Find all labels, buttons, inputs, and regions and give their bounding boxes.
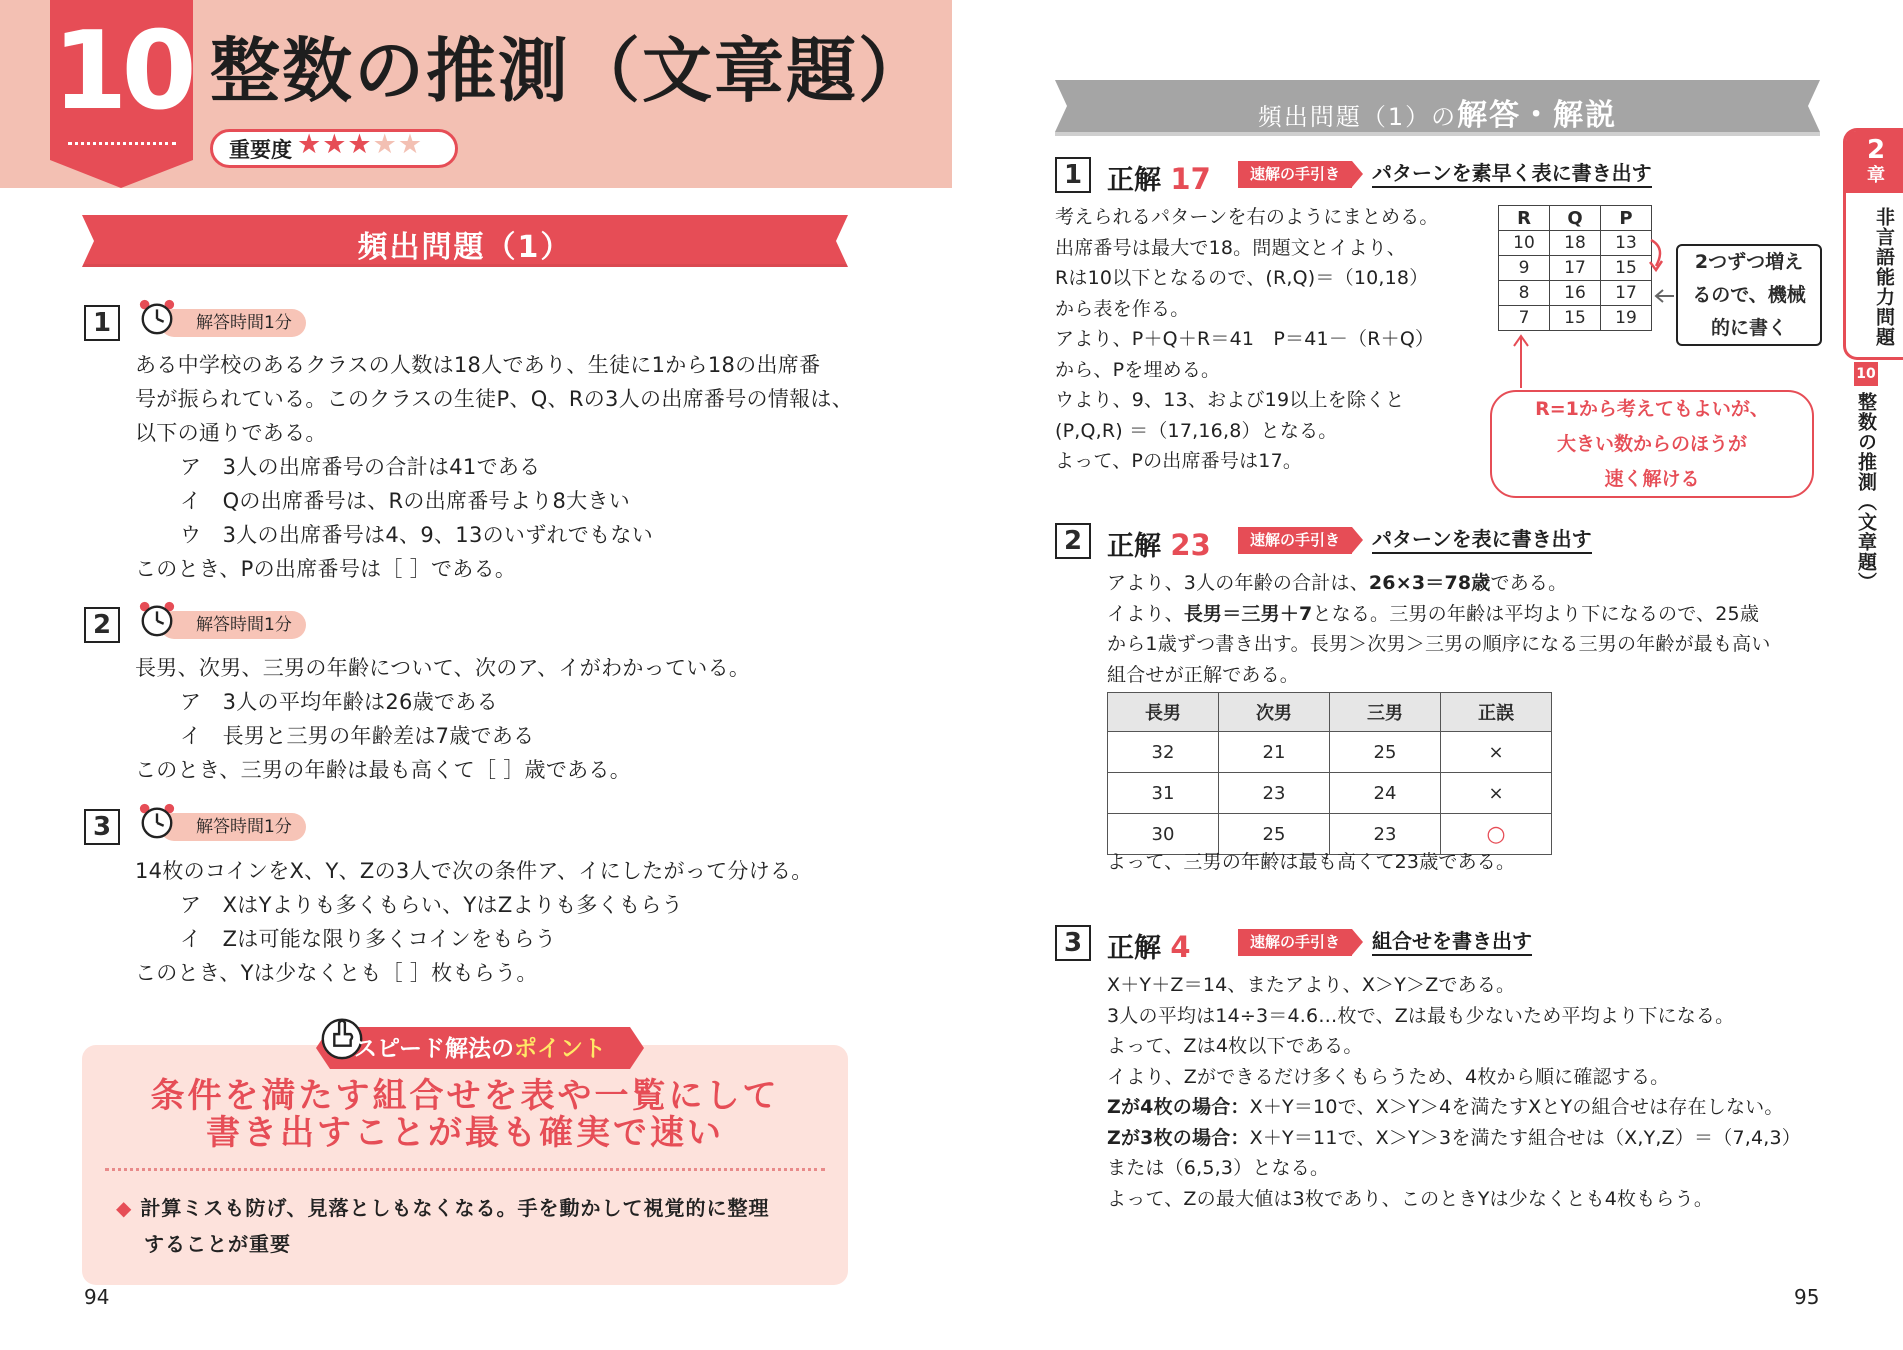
answer-2-text: [1107, 568, 1827, 690]
alarm-clock-icon: [138, 802, 176, 840]
side-chapter-char: 章: [1867, 165, 1885, 186]
time-pill: 解答時間1分: [160, 813, 306, 841]
table-cell: 10: [1499, 231, 1550, 256]
q1-line: このとき、Pの出席番号は［ ］である。: [135, 557, 517, 581]
diamond-bullet-icon: ◆: [116, 1196, 133, 1220]
table-cell: ○: [1441, 814, 1552, 855]
table-cell: 21: [1219, 732, 1330, 773]
answer-1-hint: パターンを素早く表に書き出す: [1372, 160, 1652, 188]
chapter-number: 10: [52, 9, 191, 134]
speed-point-title: [330, 1030, 630, 1063]
star-filled-icon: ★★★: [297, 129, 373, 160]
alarm-clock-icon: [138, 298, 176, 336]
age-table: [1107, 692, 1552, 855]
table-cell: 16: [1550, 281, 1601, 306]
table-cell: 25: [1219, 814, 1330, 855]
answer-title-b: 解答・解説: [1457, 98, 1618, 133]
seikai-label: 正解: [1107, 531, 1161, 562]
alarm-clock-icon: [138, 600, 176, 638]
a3-line: よって、Zは4枚以下である。: [1107, 1035, 1363, 1057]
side-section-name: 整数の推測（文章題）: [1855, 392, 1877, 592]
q3-condition: イ Zは可能な限り多くコインをもらう: [180, 927, 557, 951]
q3-line: このとき、Yは少なくとも［ ］枚もらう。: [135, 961, 538, 985]
answer-1-seikai: [1107, 158, 1211, 197]
answer-title: [1055, 90, 1820, 134]
answer-1-value: 17: [1170, 162, 1211, 196]
table-header-cell: 三男: [1330, 693, 1441, 732]
importance-stars: [297, 129, 423, 160]
note-line: 2つずつ増え: [1694, 251, 1804, 273]
table-row: [1108, 732, 1552, 773]
question-number-3: 3: [84, 809, 120, 845]
table-cell: ×: [1441, 773, 1552, 814]
table-cell: 19: [1601, 306, 1652, 331]
question-1-text: [135, 348, 855, 586]
q2-condition: イ 長男と三男の年齢差は7歳である: [180, 724, 535, 748]
table-cell: 9: [1499, 256, 1550, 281]
table-cell: 17: [1601, 281, 1652, 306]
a3-line: X＋Y＋Z＝14、またアより、X＞Y＞Zである。: [1107, 974, 1516, 996]
a2-emphasis: 長男＝三男＋7: [1183, 602, 1313, 625]
a3-line: イより、Zができるだけ多くもらうため、4枚から順に確認する。: [1107, 1065, 1670, 1088]
section-title: 頻出問題（1）: [357, 230, 573, 265]
speed-point-headline: [82, 1078, 848, 1152]
table-cell: ×: [1441, 732, 1552, 773]
star-empty-icon: ★★: [372, 129, 424, 160]
a2-line: 組合せが正解である。: [1107, 663, 1300, 686]
table-cell: 31: [1108, 773, 1219, 814]
question-3-text: [135, 854, 855, 990]
speed-point-bullet: [116, 1190, 826, 1262]
side-chapter-name: 非言語能力問題: [1873, 207, 1895, 347]
table-cell: 23: [1219, 773, 1330, 814]
a3-line: [1107, 1092, 1837, 1123]
a2-line: から1歳ずつ書き出す。長男＞次男＞三男の順序になる三男の年齢が最も高い: [1107, 633, 1771, 655]
a1-line: ウより、9、13、および19以上を除くと: [1055, 389, 1405, 411]
table-cell: 13: [1601, 231, 1652, 256]
q1-line: 号が振られている。このクラスの生徒P、Q、Rの3人の出席番号の情報は、: [135, 387, 854, 411]
a3-text: X＋Y＝11で、X＞Y＞3を満たす組合せは（X,Y,Z）＝（7,4,3）: [1249, 1126, 1802, 1149]
seikai-label: 正解: [1107, 933, 1161, 964]
table-cell: 7: [1499, 306, 1550, 331]
a2-text: アより、3人の年齢の合計は、: [1107, 572, 1369, 594]
note-line: るので、機械: [1692, 284, 1806, 306]
tip-line: 速く解ける: [1604, 468, 1700, 490]
table-cell: 8: [1499, 281, 1550, 306]
table-cell: 32: [1108, 732, 1219, 773]
q1-line: 以下の通りである。: [135, 421, 327, 445]
a3-line: 3人の平均は14÷3＝4.6…枚で、Zは最も少ないため平均より下になる。: [1107, 1004, 1735, 1027]
time-pill: 解答時間1分: [160, 611, 306, 639]
table-header-cell: 長男: [1108, 693, 1219, 732]
a1-line: Rは10以下となるので、(R,Q)＝（10,18）: [1055, 267, 1429, 289]
speed-point-bullet-text: することが重要: [144, 1232, 291, 1256]
speed-point-bullet-text: 計算ミスも防げ、見落としもなくなる。手を動かして視覚的に整理: [140, 1196, 770, 1220]
a2-line: [1107, 568, 1827, 599]
tip-line: R=1から考えてもよいが、: [1535, 398, 1769, 420]
a3-line: [1107, 1123, 1837, 1154]
chapter-side-tab: [1843, 128, 1903, 360]
answer-1-text: [1055, 202, 1475, 477]
note-box: [1676, 244, 1822, 346]
answer-3-text: [1107, 970, 1837, 1214]
importance-label: 重要度: [229, 138, 292, 162]
tebiki-tag: 速解の手引き: [1238, 929, 1352, 956]
table-cell: 17: [1550, 256, 1601, 281]
answer-3-seikai: [1107, 926, 1191, 965]
table-header-row: [1108, 693, 1552, 732]
table-header-cell: Q: [1550, 206, 1601, 231]
chapter-tab-arrow: [50, 160, 193, 188]
a2-text: である。: [1490, 572, 1568, 594]
answer-title-a: 頻出問題（1）の: [1257, 103, 1458, 131]
answer-2-conclusion: よって、三男の年齢は最も高くて23歳である。: [1107, 851, 1516, 873]
seikai-label: 正解: [1107, 165, 1161, 196]
table-cell: 25: [1330, 732, 1441, 773]
table-cell: 24: [1330, 773, 1441, 814]
side-chapter-label: [1846, 131, 1903, 193]
side-chapter-number: 2: [1866, 135, 1886, 165]
a1-line: (P,Q,R) ＝（17,16,8）となる。: [1055, 419, 1338, 442]
a3-line: よって、Zの最大値は3枚であり、このときYは少なくとも4枚もらう。: [1107, 1187, 1714, 1210]
note-line: 的に書く: [1710, 317, 1787, 339]
a3-line: または（6,5,3）となる。: [1107, 1157, 1330, 1179]
question-number-2: 2: [84, 607, 120, 643]
a1-line: から、Pを埋める。: [1055, 358, 1221, 381]
q1-condition: ウ 3人の出席番号は4、9、13のいずれでもない: [180, 523, 654, 547]
q2-line: このとき、三男の年齢は最も高くて［ ］歳である。: [135, 758, 632, 782]
answer-number-2: 2: [1055, 523, 1091, 559]
side-section-number: 10: [1854, 362, 1878, 386]
dotted-divider: [105, 1168, 825, 1171]
answer-3-hint: 組合せを書き出す: [1372, 928, 1532, 956]
a1-line: よって、Pの出席番号は17。: [1055, 450, 1303, 472]
table-header-cell: 正誤: [1441, 693, 1552, 732]
a3-case-label: Zが3枚の場合：: [1107, 1126, 1250, 1149]
time-pill: 解答時間1分: [160, 309, 306, 337]
table-cell: 15: [1550, 306, 1601, 331]
question-2-text: [135, 651, 855, 787]
a1-line: 考えられるパターンを右のようにまとめる。: [1055, 206, 1439, 228]
table-cell: 23: [1330, 814, 1441, 855]
page-number-right: 95: [1794, 1285, 1820, 1309]
q2-line: 長男、次男、三男の年齢について、次のア、イがわかっている。: [135, 656, 751, 680]
speed-point-headline-line: 書き出すことが最も確実で速い: [206, 1113, 724, 1153]
table-arrows: [1506, 230, 1676, 395]
speed-point-title-a: スピード解法の: [353, 1036, 515, 1062]
importance-badge: [210, 129, 458, 168]
tip-box: [1490, 390, 1814, 498]
answer-number-1: 1: [1055, 157, 1091, 193]
page-title: 整数の推測（文章題）: [210, 30, 930, 112]
table-cell: 18: [1550, 231, 1601, 256]
table-header-cell: P: [1601, 206, 1652, 231]
tip-line: 大きい数からのほうが: [1556, 433, 1747, 455]
q3-line: 14枚のコインをX、Y、Zの3人で次の条件ア、イにしたがって分ける。: [135, 859, 813, 883]
table-cell: 15: [1601, 256, 1652, 281]
a2-text: イより、: [1107, 602, 1184, 625]
q1-line: ある中学校のあるクラスの人数は18人であり、生徒に1から18の出席番: [135, 353, 821, 377]
q1-condition: ア 3人の出席番号の合計は41である: [180, 455, 541, 479]
table-header-row: [1499, 206, 1652, 231]
a2-emphasis: 26×3＝78歳: [1368, 572, 1491, 594]
table-row: [1108, 773, 1552, 814]
tebiki-tag: 速解の手引き: [1238, 527, 1352, 554]
a2-text: となる。三男の年齢は平均より下になるので、25歳: [1312, 602, 1760, 625]
page-number-left: 94: [84, 1285, 110, 1309]
a1-line: アより、P＋Q＋R＝41 P＝41－（R＋Q）: [1055, 328, 1435, 350]
table-header-cell: 次男: [1219, 693, 1330, 732]
a3-text: X＋Y＝10で、X＞Y＞4を満たすXとYの組合せは存在しない。: [1249, 1096, 1784, 1118]
answer-3-value: 4: [1170, 930, 1191, 964]
tebiki-tag: 速解の手引き: [1238, 161, 1352, 188]
answer-2-hint: パターンを表に書き出す: [1372, 526, 1592, 554]
answer-2-value: 23: [1170, 528, 1211, 562]
a1-line: から表を作る。: [1055, 297, 1190, 320]
q1-condition: イ Qの出席番号は、Rの出席番号より8大きい: [180, 489, 631, 513]
tab-dots: [68, 142, 176, 145]
q3-condition: ア XはYよりも多くもらい、YはZよりも多くもらう: [180, 893, 683, 917]
a1-line: 出席番号は最大で18。問題文とイより、: [1055, 236, 1406, 259]
a2-line: [1107, 599, 1827, 630]
speed-point-title-b: ポイント: [514, 1036, 607, 1062]
table-cell: 30: [1108, 814, 1219, 855]
a3-case-label: Zが4枚の場合：: [1107, 1096, 1250, 1118]
answer-2-seikai: [1107, 524, 1211, 563]
speed-point-headline-line: 条件を満たす組合せを表や一覧にして: [150, 1076, 780, 1116]
q2-condition: ア 3人の平均年齢は26歳である: [180, 690, 498, 714]
answer-number-3: 3: [1055, 925, 1091, 961]
question-number-1: 1: [84, 305, 120, 341]
table-header-cell: R: [1499, 206, 1550, 231]
